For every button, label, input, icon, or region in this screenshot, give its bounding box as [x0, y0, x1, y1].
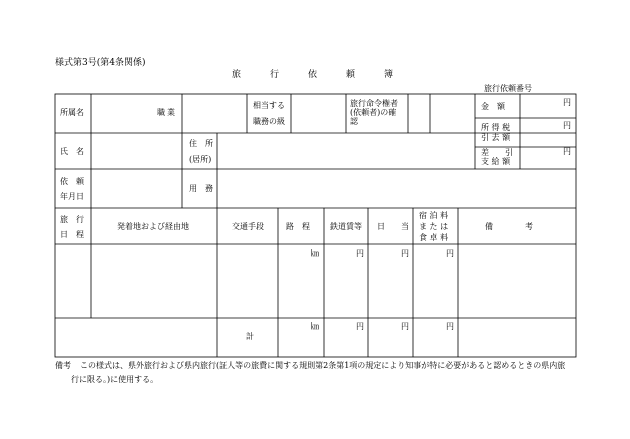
- title-char: 依: [308, 70, 318, 80]
- request-date-label-1: 依 頼: [60, 177, 84, 186]
- equivalent-grade-label-1: 相当する: [253, 101, 285, 110]
- lodging-header-3: 食 卓 料: [419, 233, 449, 242]
- travel-schedule-label-2: 日 程: [60, 230, 84, 239]
- title-char: 旅: [232, 70, 242, 80]
- lodging-header-2: ま た は: [419, 222, 449, 231]
- yen-unit: 円: [446, 322, 454, 331]
- income-tax-label-2: 引 去 額: [481, 133, 511, 142]
- net-payment-label-1: 差 引: [481, 148, 513, 157]
- lodging-header-1: 宿 泊 料: [419, 211, 449, 220]
- transport-header: 交通手段: [232, 222, 264, 231]
- business-label: 用 務: [189, 184, 213, 193]
- title-char: 頼: [346, 70, 356, 80]
- yen-unit: 円: [563, 147, 571, 156]
- departure-via-header: 発着地および経由地: [117, 222, 189, 231]
- equivalent-grade-label-2: 職務の級: [253, 117, 285, 126]
- yen-unit: 円: [401, 322, 409, 331]
- request-date-label-2: 年月日: [60, 192, 84, 201]
- yen-unit: 円: [401, 249, 409, 258]
- note-text-line-1: この様式は、県外旅行および県内旅行(証人等の旅費に関する規則第2条第1項の規定により知事が特に必要があると認めるときの県内旅: [80, 361, 566, 370]
- income-tax-label-1: 所 得 税: [481, 123, 511, 132]
- km-unit: ㎞: [311, 322, 319, 331]
- job-label: 職業: [157, 108, 177, 117]
- title-char: 行: [270, 70, 280, 80]
- km-unit: ㎞: [311, 249, 319, 258]
- name-label: 氏 名: [60, 147, 84, 156]
- yen-unit: 円: [356, 249, 364, 258]
- department-label: 所属名: [60, 108, 84, 117]
- authority-label-3: 認: [350, 117, 358, 126]
- amount-label: 金 額: [481, 102, 505, 111]
- yen-unit: 円: [446, 249, 454, 258]
- net-payment-label-2: 支 給 額: [481, 157, 511, 166]
- authority-label-1: 旅行命令権者: [350, 99, 398, 108]
- yen-unit: 円: [563, 121, 571, 130]
- address-label-1: 住 所: [189, 139, 213, 148]
- request-number-label: 旅行依頼番号: [484, 84, 532, 93]
- form-number: 様式第3号(第4条関係): [55, 58, 146, 68]
- yen-unit: 円: [356, 322, 364, 331]
- remarks-header: 備 考: [485, 222, 533, 231]
- authority-label-2: (依頼者)の確: [350, 108, 397, 117]
- distance-header: 路 程: [286, 222, 310, 231]
- note-label: 備考: [55, 361, 71, 370]
- travel-schedule-label-1: 旅 行: [60, 215, 84, 224]
- daily-allowance-header: 日 当: [377, 222, 409, 231]
- address-label-2: (居所): [189, 155, 212, 164]
- title-char: 簿: [384, 70, 394, 80]
- rail-fare-header: 鉄道賃等: [330, 222, 362, 231]
- total-label: 計: [246, 332, 254, 341]
- note-text-line-2: 行に限る。)に使用する。: [71, 375, 159, 384]
- yen-unit: 円: [563, 98, 571, 107]
